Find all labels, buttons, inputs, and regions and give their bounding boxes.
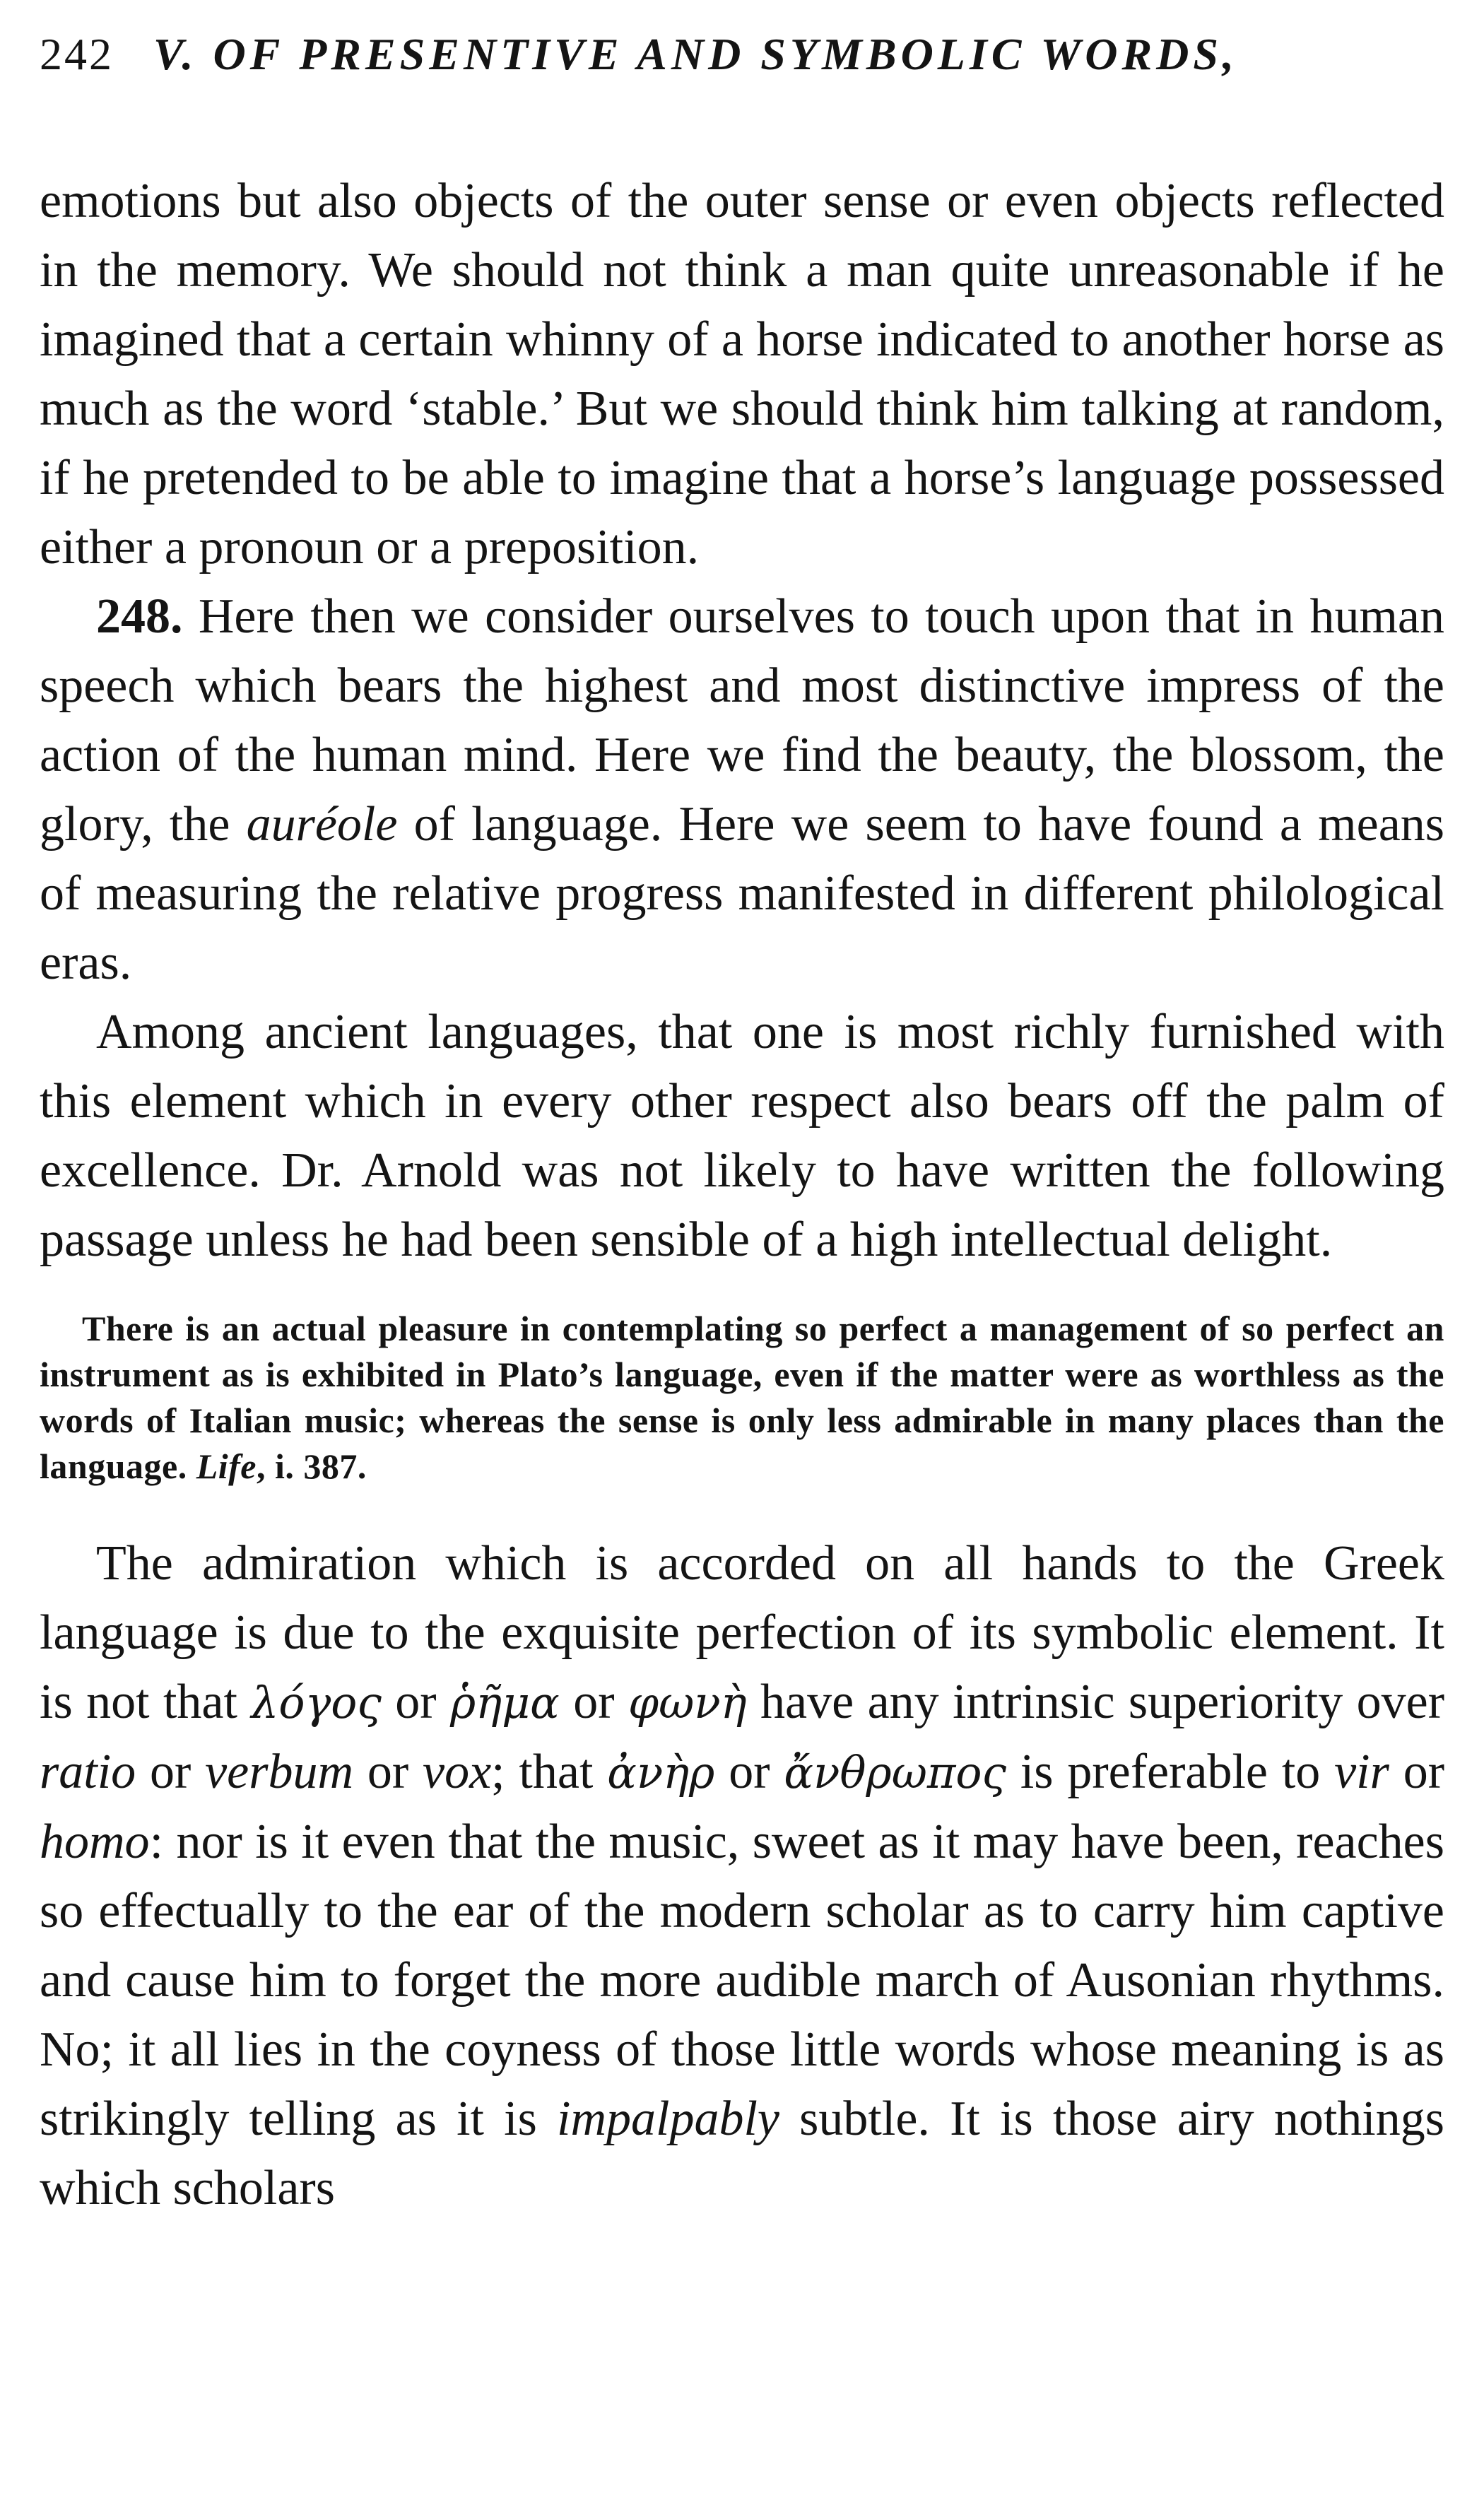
running-head bbox=[40, 28, 1444, 120]
italic-term-aureole: auréole bbox=[246, 797, 398, 851]
paragraph-text: or bbox=[559, 1675, 628, 1729]
paragraph-text: or bbox=[714, 1745, 784, 1799]
paragraph-text: Here then we consider ourselves to touch upon that in human speech which bears the highest and most distinctive impress of the action of the human mind. Here we find the beauty, the blossom, the glory, the bbox=[40, 589, 1444, 851]
running-title: V. OF PRESENTIVE AND SYMBOLIC WORDS, bbox=[153, 29, 1238, 79]
italic-word-impalpably: impalpably bbox=[557, 2092, 779, 2146]
quotation-text: There is an actual pleasure in contemplating so perfect a management of so perfect an instrument as is exhibited in Plato’s language, even if the matter were as worthless as the words of Italian music; whereas the sense is only less admirable in many places than the language. bbox=[40, 1309, 1444, 1486]
paragraph-section-248 bbox=[40, 582, 1444, 998]
paragraph-text: : nor is it even that the music, sweet as it may have been, reaches so effectually to the ear of the modern scholar as to carry him captive and cause him to forget the more audible march of Ausonian rhythms. No; it all lies in the coyness of those little words whose meaning is as strikingly telling as it is bbox=[40, 1815, 1444, 2146]
latin-word-homo: homo bbox=[40, 1815, 150, 1869]
quotation-source-ref: , i. 387. bbox=[256, 1446, 367, 1486]
greek-word-aner: ἀνὴρ bbox=[607, 1748, 715, 1798]
paragraph-text: is preferable to bbox=[1006, 1745, 1335, 1799]
paragraph-text: ; that bbox=[491, 1745, 608, 1799]
latin-word-vir: vir bbox=[1334, 1745, 1389, 1799]
latin-word-verbum: verbum bbox=[205, 1745, 354, 1799]
greek-word-rhema: ῥῆμα bbox=[450, 1678, 560, 1728]
paragraph-ancient-languages: Among ancient languages, that one is most richly furnished with this element which in every other respect also bears off the palm of excellence. Dr. Arnold was not likely to have written the following passage unless he had been sensible of a high intellectual delight. bbox=[40, 1005, 1444, 1267]
paragraph-text: of language. Here we seem to have found a means of measuring the relative progress manifested in different philological eras. bbox=[40, 797, 1444, 990]
paragraph-text: or bbox=[136, 1745, 206, 1799]
paragraph-text: The admiration which is accorded on all hands to the Greek language is due to the exquisite perfection of its symbolic element. It is not that bbox=[40, 1536, 1444, 1729]
paragraph-continued: emotions but also objects of the outer sense or even objects reflected in the memory. We should not think a man quite unreasonable if he imagined that a certain whinny of a horse indicated to another horse as much as the word ‘stable.’ But we should think him talking at random, if he pretended to be able to imagine that a horse’s language possessed either a pronoun or a preposition. bbox=[40, 174, 1444, 574]
quotation-source-title: Life bbox=[196, 1446, 257, 1486]
greek-word-anthropos: ἄνθρωπος bbox=[784, 1748, 1006, 1798]
page-number: 242 bbox=[40, 29, 114, 79]
paragraph-text: subtle. It is those airy nothings which scholars bbox=[40, 2092, 1444, 2215]
paragraph-text: or bbox=[1389, 1745, 1444, 1799]
greek-word-logos: λόγος bbox=[251, 1678, 382, 1728]
latin-word-vox: vox bbox=[423, 1745, 492, 1799]
paragraph-greek-admiration bbox=[40, 1529, 1444, 2223]
paragraph-text: have any intrinsic superiority over bbox=[746, 1675, 1445, 1729]
section-number: 248. bbox=[96, 589, 183, 644]
book-page bbox=[40, 28, 1444, 2466]
paragraph-text: or bbox=[381, 1675, 451, 1729]
greek-word-phone: φωνὴ bbox=[628, 1678, 747, 1728]
paragraph-text: or bbox=[353, 1745, 423, 1799]
latin-word-ratio: ratio bbox=[40, 1745, 136, 1799]
block-quotation bbox=[40, 1306, 1444, 1490]
